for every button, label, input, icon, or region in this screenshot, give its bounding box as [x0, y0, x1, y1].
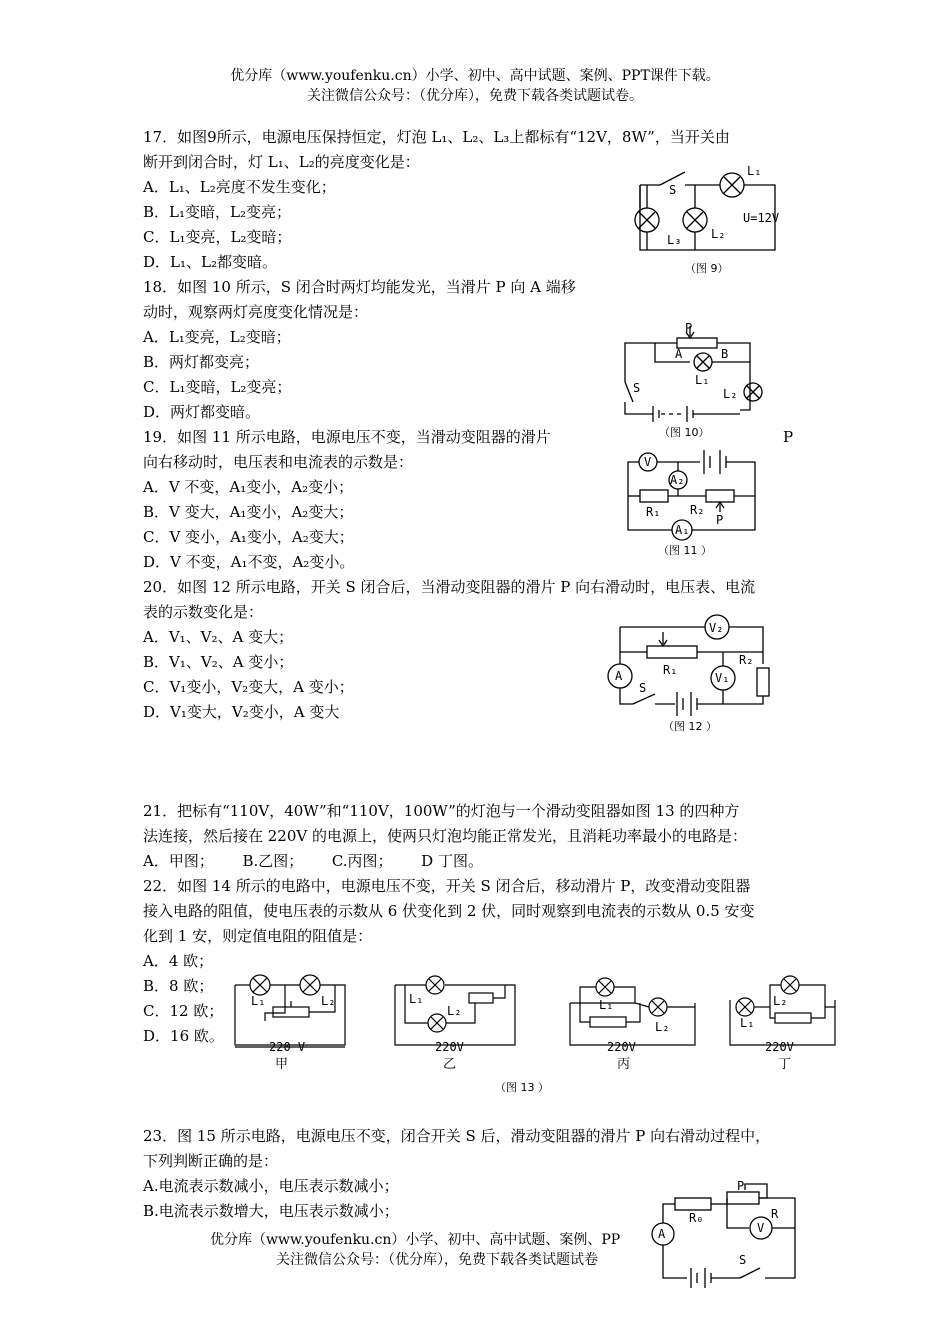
fig13-circuit-yi [395, 976, 515, 1072]
footer-line-1: 优分库（www.youfenku.cn）小学、初中、高中试题、案例、PP [210, 1232, 621, 1248]
q19-option-c: C．V 变小，A₁变小，A₂变大； [143, 528, 354, 546]
figure-13 [225, 965, 845, 1095]
fig10-caption: （图 10） [659, 426, 710, 439]
fig14-ammeter-label: A [658, 1227, 666, 1241]
fig13-yi-l1: L₁ [409, 992, 424, 1006]
fig12-v2-label: V₂ [709, 621, 724, 635]
fig9-voltage-label: U=12V [743, 211, 780, 225]
fig12-ammeter-label: A [615, 669, 623, 683]
q19-option-a: A．V 不变，A₁变小，A₂变小； [143, 478, 354, 496]
fig12-v1-label: V₁ [715, 671, 730, 685]
fig14-voltmeter-label: V [757, 1221, 765, 1235]
fig11-caption: （图 11 ） [658, 544, 712, 557]
header-line-2: 关注微信公众号：（优分库），免费下载各类试题试卷。 [307, 88, 643, 104]
q22-stem-2: 接入电路的阻值，使电压表的示数从 6 伏变化到 2 伏，同时观察到电流表的示数从 0.5 安变 [143, 902, 755, 920]
fig12-r2-label: R₂ [739, 653, 754, 667]
q23-stem-1: 23．图 15 所示电路，电源电压不变，闭合开关 S 后，滑动变阻器的滑片 P 向右滑动过程中， [143, 1127, 771, 1145]
fig9-l3-label: L₃ [667, 233, 682, 247]
q20-option-a: A．V₁、V₂、A 变大； [143, 628, 294, 646]
fig13-bing-voltage: 220V [607, 1040, 636, 1054]
q17-option-d: D．L₁、L₂都变暗。 [143, 253, 277, 271]
fig13-circuit-bing [570, 978, 695, 1072]
q23-option-b: B.电流表示数增大，电压表示数减小； [143, 1202, 399, 1220]
q19-option-d: D．V 不变，A₁不变，A₂变小。 [143, 553, 355, 571]
figure-12 [605, 612, 775, 737]
fig13-jia-voltage: 220 V [269, 1040, 306, 1054]
fig11-voltmeter-label: V [644, 455, 652, 469]
q22-stem-1: 22．如图 14 所示的电路中，电源电压不变，开关 S 闭合后，移动滑片 P，改变滑动变阻器 [143, 877, 751, 895]
fig11-r2-label: R₂ [690, 503, 705, 517]
fig10-p-label: P [685, 322, 693, 335]
q20-option-d: D．V₁变大，V₂变小，A 变大 [143, 703, 340, 721]
fig14-s-label: S [739, 1253, 747, 1267]
fig13-ding-voltage: 220V [765, 1040, 794, 1054]
q21-stem-1: 21．把标有“110V，40W”和“110V，100W”的灯泡与一个滑动变阻器如图 13 的四种方 [143, 802, 740, 820]
fig13-ding-l2: L₂ [773, 994, 788, 1008]
q22-stem-3: 化到 1 安，则定值电阻的阻值是： [143, 927, 373, 945]
q18-stem-2: 动时，观察两灯亮度变化情况是： [143, 303, 369, 321]
fig13-yi-l2: L₂ [447, 1004, 462, 1018]
q23-stem-2: 下列判断正确的是： [143, 1152, 279, 1170]
q22-option-a: A．4 欧； [143, 952, 214, 970]
q20-stem-2: 表的示数变化是： [143, 603, 264, 621]
q19-stem-p: P [783, 428, 794, 446]
fig13-bing-l2: L₂ [655, 1020, 670, 1034]
fig11-r1-label: R₁ [646, 505, 661, 519]
q19-stem-1: 19．如图 11 所示电路，电源电压不变，当滑动变阻器的滑片 [143, 428, 551, 446]
fig13-circuit-jia [235, 975, 345, 1072]
fig10-a-label: A [675, 347, 683, 361]
figure-9 [625, 160, 795, 280]
fig10-l1-label: L₁ [695, 373, 710, 387]
q17-option-b: B．L₁变暗，L₂变亮； [143, 203, 291, 221]
q20-stem-1: 20．如图 12 所示电路，开关 S 闭合后，当滑动变阻器的滑片 P 向右滑动时，电压表、电流 [143, 578, 756, 596]
fig12-caption: （图 12 ） [663, 720, 717, 733]
q18-option-c: C．L₁变暗，L₂变亮； [143, 378, 292, 396]
q22-option-c: C．12 欧； [143, 1002, 224, 1020]
fig14-p-label: P [737, 1179, 745, 1193]
fig12-s-label: S [639, 681, 647, 695]
fig13-bing-label: 丙 [617, 1057, 631, 1072]
fig13-jia-l2: L₂ [321, 994, 336, 1008]
figure-10 [615, 322, 775, 440]
fig13-yi-label: 乙 [443, 1057, 457, 1072]
fig12-r1-label: R₁ [663, 663, 678, 677]
fig10-l2-label: L₂ [723, 387, 738, 401]
figure-11 [620, 442, 760, 562]
fig9-s-label: S [669, 183, 677, 197]
fig11-a1-label: A₁ [675, 523, 690, 537]
q18-stem-1: 18．如图 10 所示，S 闭合时两灯均能发光，当滑片 P 向 A 端移 [143, 278, 576, 296]
fig11-a2-label: A₂ [670, 473, 685, 487]
fig10-s-label: S [633, 381, 641, 395]
header-line-1: 优分库（www.youfenku.cn）小学、初中、高中试题、案例、PPT课件下载。 [230, 68, 720, 84]
fig13-yi-voltage: 220V [435, 1040, 464, 1054]
q17-option-c: C．L₁变亮，L₂变暗； [143, 228, 292, 246]
footer-line-2: 关注微信公众号：（优分库），免费下载各类试题试卷 [276, 1252, 598, 1268]
figure-14 [645, 1178, 805, 1288]
q20-option-c: C．V₁变小，V₂变大，A 变小； [143, 678, 354, 696]
q17-option-a: A．L₁、L₂亮度不发生变化； [143, 178, 336, 196]
q19-stem-2: 向右移动时，电压表和电流表的示数是： [143, 453, 414, 471]
fig13-jia-label: 甲 [275, 1057, 289, 1072]
fig14-r0-label: R₀ [689, 1211, 704, 1225]
q21-stem-2: 法连接，然后接在 220V 的电源上，使两只灯泡均能正常发光，且消耗功率最小的电路是： [143, 827, 748, 845]
fig13-bing-l1: L₁ [599, 998, 614, 1012]
q19-option-b: B．V 变大，A₁变小，A₂变大； [143, 503, 354, 521]
fig13-ding-label: 丁 [778, 1057, 792, 1072]
q18-option-d: D．两灯都变暗。 [143, 403, 261, 421]
q20-option-b: B．V₁、V₂、A 变小； [143, 653, 294, 671]
q18-option-b: B．两灯都变亮； [143, 353, 260, 371]
fig13-ding-l1: L₁ [740, 1016, 755, 1030]
fig13-jia-l1: L₁ [251, 994, 266, 1008]
fig11-p-label: P [716, 513, 724, 527]
q18-option-a: A．L₁变亮，L₂变暗； [143, 328, 291, 346]
q21-options: A．甲图； B.乙图； C.丙图； D 丁图。 [143, 852, 483, 870]
q22-option-d: D．16 欧。 [143, 1027, 224, 1045]
q17-stem-2: 断开到闭合时，灯 L₁、L₂的亮度变化是： [143, 153, 420, 171]
q22-option-b: B．8 欧； [143, 977, 214, 995]
fig9-l1-label: L₁ [747, 164, 762, 178]
fig13-caption: （图 13 ） [495, 1081, 549, 1094]
q17-stem-1: 17．如图9所示，电源电压保持恒定，灯泡 L₁、L₂、L₃上都标有“12V，8W”，当开关由 [143, 128, 730, 146]
fig13-circuit-ding [730, 976, 835, 1072]
fig14-r-label: R [771, 1207, 779, 1221]
q23-option-a: A.电流表示数减小，电压表示数减小； [143, 1177, 399, 1195]
fig10-b-label: B [721, 347, 729, 361]
fig9-l2-label: L₂ [711, 227, 726, 241]
fig9-caption: （图 9） [685, 262, 729, 275]
